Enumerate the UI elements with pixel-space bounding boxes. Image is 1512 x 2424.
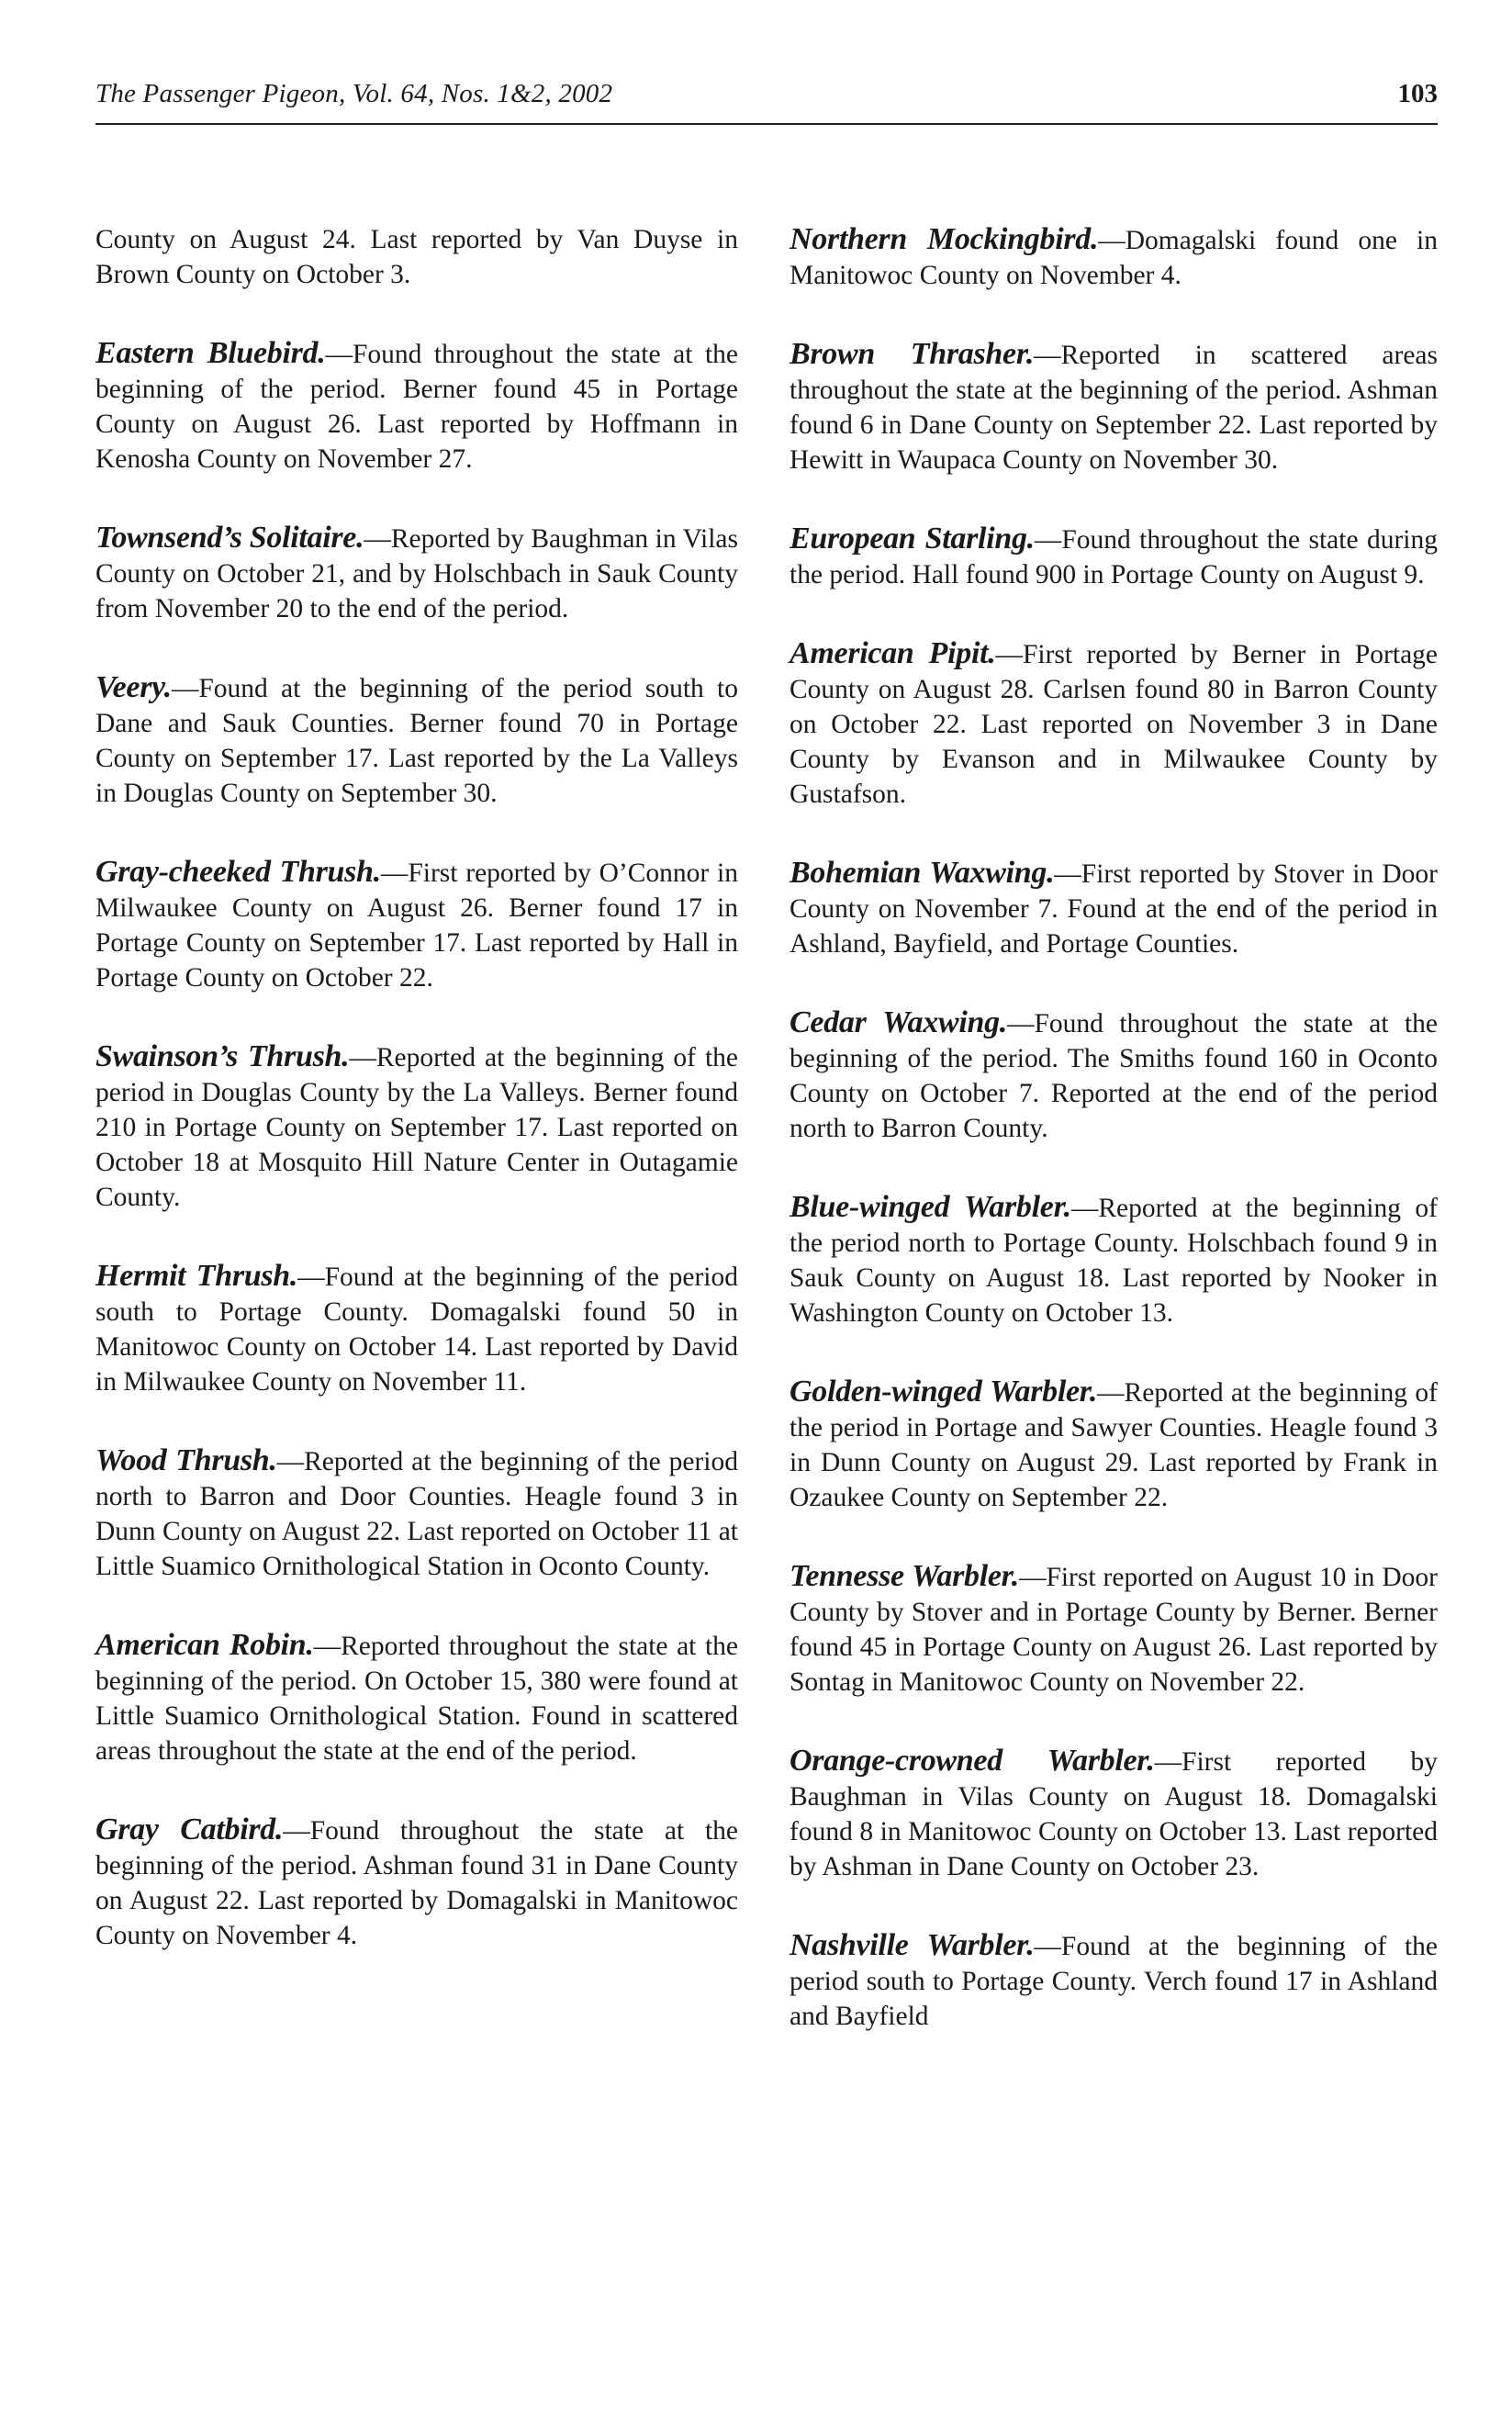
species-name: Swainson’s Thrush. <box>95 1039 350 1073</box>
entry-text: —First reported by Berner in Portage County on August 28. Carlsen found 80 in Barron County on October 22. Last reported on November 3 in Dane County by Evanson and in Milwaukee County by Gustafson. <box>790 640 1438 809</box>
species-entry <box>790 1190 1438 1330</box>
species-entry <box>790 1559 1438 1700</box>
entry-text: —Reported at the beginning of the period in Portage and Sawyer Counties. Heagle found 3 in Dunn County on August 29. Last reported by Frank in Ozaukee County on September 22. <box>790 1378 1438 1512</box>
entry-text: —Found throughout the state during the period. Hall found 900 in Portage County on August 9. <box>790 525 1439 589</box>
species-name: American Robin. <box>95 1628 314 1662</box>
right-column <box>790 222 1438 2034</box>
species-name: Hermit Thrush. <box>95 1259 298 1293</box>
species-entry <box>790 1375 1438 1515</box>
page-header <box>95 77 1438 125</box>
entry-text: —Reported in scattered areas throughout the state at the beginning of the period. Ashman found 6 in Dane County on September 22. Last reported by Hewitt in Waupaca County on November 30. <box>790 341 1438 475</box>
species-name: Northern Mockingbird. <box>790 222 1099 256</box>
journal-title: The Passenger Pigeon, Vol. 64, Nos. 1&2, 2002 <box>95 79 613 108</box>
species-entry <box>790 1744 1438 1884</box>
species-entry <box>790 636 1438 812</box>
entry-text: —Found at the beginning of the period south to Dane and Sauk Counties. Berner found 70 in Portage County on September 17. Last reported by the La Valleys in Douglas County on September 30. <box>95 674 738 808</box>
entry-text: County on August 24. Last reported by Van Duyse in Brown County on October 3. <box>95 225 738 289</box>
species-name: Gray-cheeked Thrush. <box>95 855 381 889</box>
entry-text: —Found at the beginning of the period south to Portage County. Domagalski found 50 in Manitowoc County on October 14. Last reported by David in Milwaukee County on November 11. <box>95 1262 738 1397</box>
entry-text: —Found throughout the state at the beginning of the period. Berner found 45 in Portage County on August 26. Last reported by Hoffmann in Kenosha County on November 27. <box>95 340 738 474</box>
entry-text: —Reported at the beginning of the period north to Portage County. Holschbach found 9 in Sauk County on August 18. Last reported by Nooker in Washington County on October 13. <box>790 1194 1438 1328</box>
page-number: 103 <box>1397 79 1438 108</box>
entry-text: —Found throughout the state at the beginning of the period. Ashman found 31 in Dane County on August 22. Last reported by Domagalski in Manitowoc County on November 4. <box>95 1816 738 1950</box>
species-entry <box>95 1259 738 1399</box>
species-name: Cedar Waxwing. <box>790 1005 1007 1039</box>
species-name: Brown Thrasher. <box>790 337 1035 371</box>
entry-text: —First reported by O’Connor in Milwaukee County on August 26. Berner found 17 in Portage County on September 17. Last reported by Hall in Portage County on October 22. <box>95 858 738 993</box>
species-name: Nashville Warbler. <box>790 1928 1035 1962</box>
species-entry <box>95 521 738 626</box>
species-entry <box>790 222 1438 293</box>
species-name: European Starling. <box>790 522 1035 556</box>
species-name: Tennesse Warbler. <box>790 1559 1019 1593</box>
species-entry <box>95 1039 738 1215</box>
entry-text: —Reported at the beginning of the period in Douglas County by the La Valleys. Berner found 210 in Portage County on September 17. Last reported on October 18 at Mosquito Hill Nature Center in Outagamie County. <box>95 1043 738 1212</box>
species-entry <box>95 1443 738 1584</box>
species-entry <box>790 337 1438 477</box>
species-entry <box>95 1628 738 1768</box>
species-name: Gray Catbird. <box>95 1812 284 1846</box>
left-column <box>95 222 738 1953</box>
species-entry <box>790 1005 1438 1146</box>
species-name: Blue-winged Warbler. <box>790 1190 1071 1224</box>
species-entry <box>790 856 1438 961</box>
species-entry <box>95 855 738 995</box>
entry-text: —Reported at the beginning of the period north to Barron and Door Counties. Heagle found 3 in Dunn County on August 22. Last reported on October 11 at Little Suamico Ornithological Station in Oconto County. <box>95 1447 738 1581</box>
entry-text: —Found at the beginning of the period south to Portage County. Verch found 17 in Ashland and Bayfield <box>790 1932 1438 2031</box>
species-entry <box>95 222 738 292</box>
species-name: American Pipit. <box>790 636 996 670</box>
species-entry <box>95 336 738 477</box>
entry-text: —Found throughout the state at the beginning of the period. The Smiths found 160 in Oconto County on October 7. Reported at the end of the period north to Barron County. <box>790 1009 1438 1143</box>
species-name: Orange-crowned Warbler. <box>790 1744 1155 1778</box>
species-entry <box>790 1928 1438 2034</box>
species-name: Veery. <box>95 670 172 704</box>
species-name: Bohemian Waxwing. <box>790 856 1055 890</box>
entry-text: —First reported on August 10 in Door County by Stover and in Portage County by Berner. Berner found 45 in Portage County on August 26. Last reported by Sontag in Manitowoc County on November 22. <box>790 1563 1438 1697</box>
species-entry <box>95 670 738 811</box>
entry-text: —Reported throughout the state at the beginning of the period. On October 15, 380 were found at Little Suamico Ornithological Station. Found in scattered areas throughout the state at the end of the period. <box>95 1632 738 1766</box>
species-name: Townsend’s Solitaire. <box>95 521 364 555</box>
species-name: Eastern Bluebird. <box>95 336 326 370</box>
entry-text: —Domagalski found one in Manitowoc County on November 4. <box>790 226 1438 290</box>
entry-text: —First reported by Stover in Door County on November 7. Found at the end of the period in Ashland, Bayfield, and Portage Counties. <box>790 859 1438 959</box>
entry-text: —First reported by Baughman in Vilas County on August 18. Domagalski found 8 in Manitowoc County on October 13. Last reported by Ashman in Dane County on October 23. <box>790 1747 1438 1881</box>
species-name: Golden-winged Warbler. <box>790 1375 1098 1408</box>
entry-text: —Reported by Baughman in Vilas County on October 21, and by Holschbach in Sauk County from November 20 to the end of the period. <box>95 524 739 623</box>
species-name: Wood Thrush. <box>95 1443 277 1477</box>
species-entry <box>790 522 1438 592</box>
species-entry <box>95 1812 738 1953</box>
